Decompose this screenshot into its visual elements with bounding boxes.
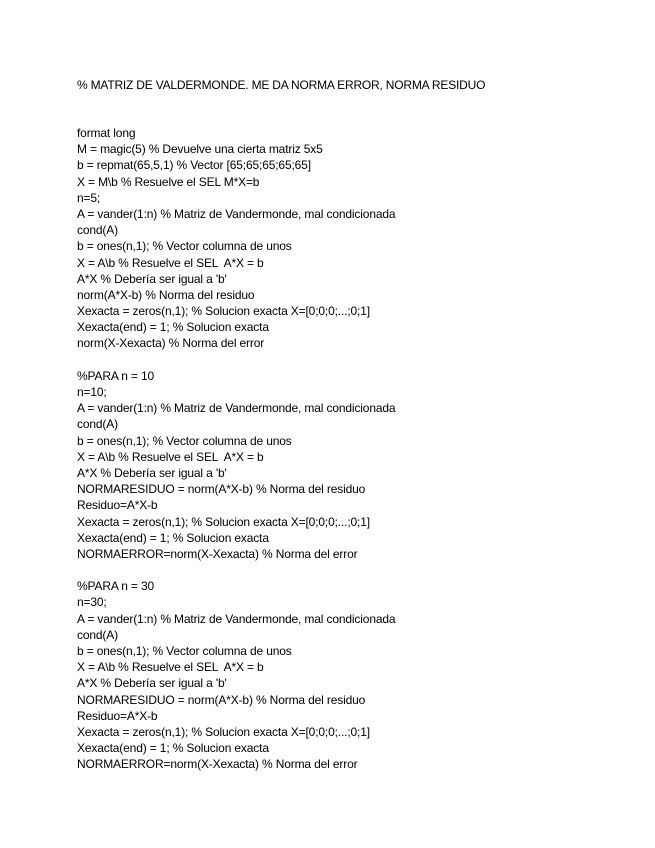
code-line: cond(A) [77,417,118,432]
code-line: X = A\b % Resuelve el SEL A*X = b [77,660,264,675]
code-line: Xexacta(end) = 1; % Solucion exacta [77,741,269,756]
code-line: Residuo=A*X-b [77,708,158,723]
code-line: X = A\b % Resuelve el SEL A*X = b [77,449,264,464]
code-line: NORMAERROR=norm(X-Xexacta) % Norma del error [77,546,358,561]
code-line: Residuo=A*X-b [77,498,158,513]
code-line: cond(A) [77,627,118,642]
code-line: Xexacta(end) = 1; % Solucion exacta [77,530,269,545]
code-line: Xexacta(end) = 1; % Solucion exacta [77,320,269,335]
code-line: b = ones(n,1); % Vector columna de unos [77,644,292,658]
code-line: A*X % Debería ser igual a 'b' [77,465,227,480]
code-line: b = repmat(65,5,1) % Vector [65;65;65;65;65] [77,158,311,173]
code-line: format long [77,126,136,140]
code-line: A*X % Debería ser igual a 'b' [77,271,227,286]
code-line: Xexacta = zeros(n,1); % Solucion exacta X=[0;0;0;...;0;1] [77,724,370,739]
code-line: A = vander(1:n) % Matriz de Vandermonde, mal condicionada [77,401,396,416]
code-line: NORMARESIDUO = norm(A*X-b) % Norma del residuo [77,482,366,497]
code-line: %PARA n = 10 [77,368,155,383]
code-line: A = vander(1:n) % Matriz de Vandermonde, mal condicionada [77,611,396,626]
code-line: b = ones(n,1); % Vector columna de unos [77,239,292,254]
code-line: A*X % Debería ser igual a 'b' [77,676,227,691]
code-line: M = magic(5) % Devuelve una cierta matriz 5x5 [77,142,323,157]
code-line: NORMAERROR=norm(X-Xexacta) % Norma del error [77,757,358,772]
code-line: Xexacta = zeros(n,1); % Solucion exacta X=[0;0;0;...;0;1] [77,304,370,319]
code-line: Xexacta = zeros(n,1); % Solucion exacta X=[0;0;0;...;0;1] [77,514,370,529]
document-title: % MATRIZ DE VALDERMONDE. ME DA NORMA ERROR, NORMA RESIDUO [77,78,486,92]
code-line: norm(X-Xexacta) % Norma del error [77,336,265,351]
code-line: %PARA n = 30 [77,579,155,594]
code-line: NORMARESIDUO = norm(A*X-b) % Norma del residuo [77,692,366,707]
code-line: norm(A*X-b) % Norma del residuo [77,287,255,302]
code-line: b = ones(n,1); % Vector columna de unos [77,433,292,448]
code-line: A = vander(1:n) % Matriz de Vandermonde, mal condicionada [77,206,396,221]
code-line: cond(A) [77,223,118,238]
code-line: n=5; [77,190,101,205]
code-line: n=10; [77,385,107,399]
code-block [77,125,637,773]
blank-line [77,352,637,368]
code-line: X = M\b % Resuelve el SEL M*X=b [77,174,260,189]
code-line: n=30; [77,595,107,610]
blank-line [77,562,637,578]
code-line: X = A\b % Resuelve el SEL A*X = b [77,255,264,270]
